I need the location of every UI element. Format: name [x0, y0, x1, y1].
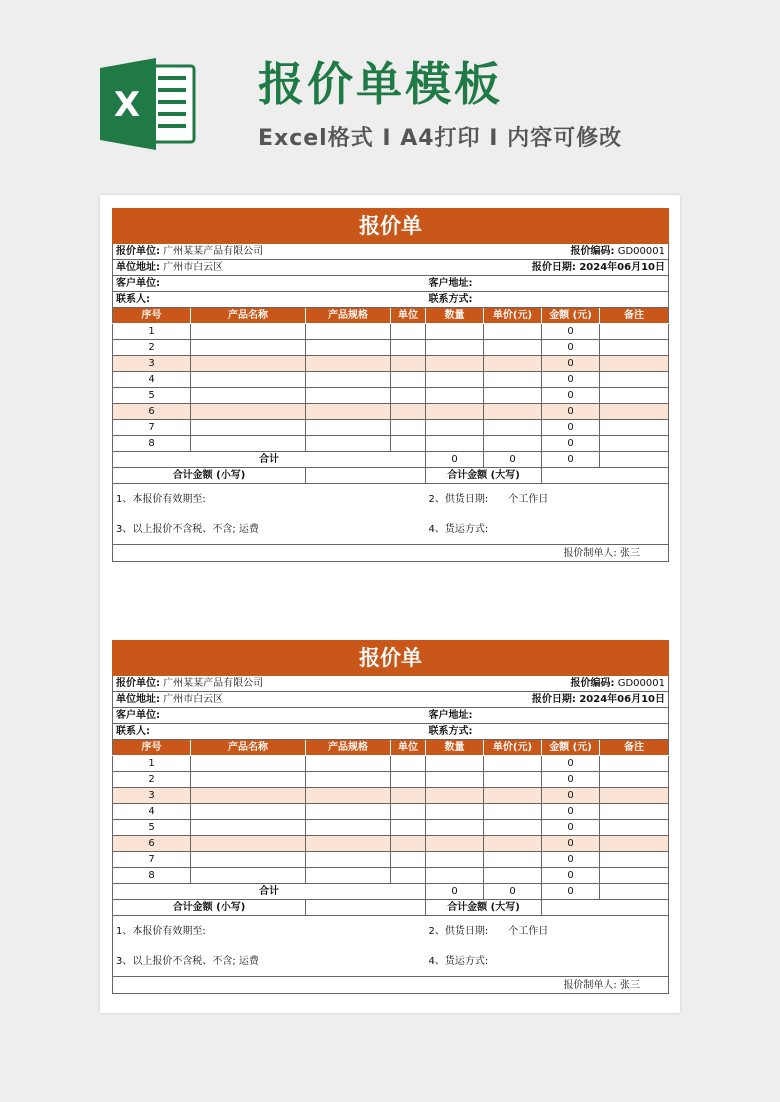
customer-address-label[interactable]: 客户地址: — [426, 708, 669, 724]
sum-small-label: 合计金额 (小写) — [113, 468, 306, 484]
note-validity: 1、本报价有效期至: — [113, 916, 426, 947]
cell-name[interactable] — [191, 324, 306, 340]
total-price: 0 — [484, 452, 542, 468]
cell-unit[interactable] — [391, 772, 426, 788]
info-row-unit — [113, 244, 669, 260]
cell-amount: 0 — [542, 372, 600, 388]
cell-name[interactable] — [191, 788, 306, 804]
cell-amount: 0 — [542, 836, 600, 852]
col-header-name: 产品名称 — [191, 740, 306, 756]
cell-spec[interactable] — [306, 836, 391, 852]
cell-remark[interactable] — [600, 404, 669, 420]
col-header-remark: 备注 — [600, 308, 669, 324]
cell-qty[interactable] — [426, 388, 484, 404]
cell-amount: 0 — [542, 420, 600, 436]
cell-amount: 0 — [542, 404, 600, 420]
cell-amount: 0 — [542, 788, 600, 804]
cell-name[interactable] — [191, 804, 306, 820]
info-row-unit — [113, 676, 669, 692]
cell-remark[interactable] — [600, 324, 669, 340]
cell-price[interactable] — [484, 420, 542, 436]
row-no: 5 — [113, 820, 191, 836]
total-label: 合计 — [113, 884, 426, 900]
address-value[interactable]: 广州市白云区 — [163, 262, 224, 273]
col-header-no: 序号 — [113, 308, 191, 324]
total-qty: 0 — [426, 452, 484, 468]
sheet-banner: 报价单 — [113, 641, 669, 676]
cell-price[interactable] — [484, 388, 542, 404]
total-amount: 0 — [542, 452, 600, 468]
cell-unit[interactable] — [391, 852, 426, 868]
cell-spec[interactable] — [306, 340, 391, 356]
row-no: 8 — [113, 868, 191, 884]
note-tax: 3、以上报价不含税、不含; 运费 — [113, 514, 426, 545]
sheet-banner: 报价单 — [113, 209, 669, 244]
col-header-remark: 备注 — [600, 740, 669, 756]
cell-qty[interactable] — [426, 340, 484, 356]
quote-sheet-2 — [112, 640, 668, 994]
cell-spec[interactable] — [306, 372, 391, 388]
cell-remark[interactable] — [600, 388, 669, 404]
row-no: 7 — [113, 852, 191, 868]
cell-name[interactable] — [191, 820, 306, 836]
cell-name[interactable] — [191, 836, 306, 852]
cell-unit[interactable] — [391, 756, 426, 772]
col-header-qty: 数量 — [426, 308, 484, 324]
note-row-2 — [113, 514, 669, 545]
note-row-1 — [113, 916, 669, 947]
col-header-no: 序号 — [113, 740, 191, 756]
row-no: 6 — [113, 836, 191, 852]
col-header-price: 单价(元) — [484, 308, 542, 324]
cell-qty[interactable] — [426, 356, 484, 372]
sum-big-label: 合计金额 (大写) — [426, 468, 542, 484]
cell-name[interactable] — [191, 356, 306, 372]
cell-name[interactable] — [191, 420, 306, 436]
sum-big-label: 合计金额 (大写) — [426, 900, 542, 916]
cell-qty[interactable] — [426, 324, 484, 340]
total-label: 合计 — [113, 452, 426, 468]
cell-remark[interactable] — [600, 372, 669, 388]
table-row — [113, 788, 669, 804]
col-header-amount: 金额 (元) — [542, 308, 600, 324]
table-row — [113, 372, 669, 388]
cell-price[interactable] — [484, 404, 542, 420]
customer-label[interactable]: 客户单位: — [113, 276, 426, 292]
sum-big-value[interactable] — [542, 468, 669, 484]
cell-unit[interactable] — [391, 404, 426, 420]
table-row — [113, 772, 669, 788]
cell-spec[interactable] — [306, 404, 391, 420]
row-no: 2 — [113, 340, 191, 356]
cell-name[interactable] — [191, 868, 306, 884]
total-amount: 0 — [542, 884, 600, 900]
cell-amount: 0 — [542, 772, 600, 788]
cell-unit[interactable] — [391, 804, 426, 820]
cell-remark[interactable] — [600, 820, 669, 836]
cell-price[interactable] — [484, 852, 542, 868]
note-row-1 — [113, 484, 669, 515]
cell-qty[interactable] — [426, 788, 484, 804]
row-no: 8 — [113, 436, 191, 452]
cell-unit[interactable] — [391, 436, 426, 452]
cell-name[interactable] — [191, 772, 306, 788]
cell-unit[interactable] — [391, 868, 426, 884]
maker-row — [113, 545, 669, 562]
cell-remark[interactable] — [600, 356, 669, 372]
table-row — [113, 804, 669, 820]
col-header-unit: 单位 — [391, 308, 426, 324]
cell-name[interactable] — [191, 404, 306, 420]
sum-small-value[interactable] — [306, 900, 426, 916]
cell-unit[interactable] — [391, 324, 426, 340]
cell-unit[interactable] — [391, 820, 426, 836]
cell-price[interactable] — [484, 868, 542, 884]
code-label: 报价编码: — [570, 678, 615, 689]
row-no: 1 — [113, 756, 191, 772]
cell-spec[interactable] — [306, 868, 391, 884]
page-title: 报价单模板 — [258, 57, 503, 111]
note-delivery: 2、供货日期: — [428, 925, 489, 937]
cell-unit[interactable] — [391, 356, 426, 372]
cell-amount: 0 — [542, 436, 600, 452]
date-label: 报价日期: — [531, 262, 576, 273]
table-row — [113, 404, 669, 420]
total-remark — [600, 452, 669, 468]
cell-qty[interactable] — [426, 820, 484, 836]
contact-method-label[interactable]: 联系方式: — [426, 292, 669, 308]
column-header-row — [113, 740, 669, 756]
info-row-contact — [113, 292, 669, 308]
cell-amount: 0 — [542, 820, 600, 836]
cell-price[interactable] — [484, 356, 542, 372]
sum-small-value[interactable] — [306, 468, 426, 484]
cell-amount: 0 — [542, 756, 600, 772]
cell-price[interactable] — [484, 788, 542, 804]
sum-small-label: 合计金额 (小写) — [113, 900, 306, 916]
cell-spec[interactable] — [306, 804, 391, 820]
cell-qty[interactable] — [426, 756, 484, 772]
cell-price[interactable] — [484, 804, 542, 820]
cell-price[interactable] — [484, 820, 542, 836]
quote-table — [112, 208, 669, 562]
cell-name[interactable] — [191, 340, 306, 356]
cell-price[interactable] — [484, 836, 542, 852]
cell-unit[interactable] — [391, 340, 426, 356]
cell-unit[interactable] — [391, 420, 426, 436]
page-subtitle: Excel格式 I A4打印 I 内容可修改 — [258, 126, 623, 151]
cell-unit[interactable] — [391, 788, 426, 804]
cell-spec[interactable] — [306, 772, 391, 788]
cell-remark[interactable] — [600, 836, 669, 852]
col-header-unit: 单位 — [391, 740, 426, 756]
cell-name[interactable] — [191, 388, 306, 404]
cell-unit[interactable] — [391, 836, 426, 852]
cell-spec[interactable] — [306, 356, 391, 372]
total-row — [113, 452, 669, 468]
col-header-amount: 金额 (元) — [542, 740, 600, 756]
cell-spec[interactable] — [306, 820, 391, 836]
row-no: 4 — [113, 372, 191, 388]
sum-row — [113, 900, 669, 916]
cell-qty[interactable] — [426, 404, 484, 420]
info-row-address — [113, 692, 669, 708]
row-no: 3 — [113, 788, 191, 804]
sum-row — [113, 468, 669, 484]
info-row-address — [113, 260, 669, 276]
cell-amount: 0 — [542, 388, 600, 404]
unit-value[interactable]: 广州某某产品有限公司 — [163, 678, 264, 689]
cell-spec[interactable] — [306, 788, 391, 804]
total-qty: 0 — [426, 884, 484, 900]
note-tax: 3、以上报价不含税、不含; 运费 — [113, 946, 426, 977]
table-row — [113, 852, 669, 868]
info-row-customer — [113, 276, 669, 292]
page-header — [0, 0, 780, 190]
contact-method-label[interactable]: 联系方式: — [426, 724, 669, 740]
cell-qty[interactable] — [426, 420, 484, 436]
address-label: 单位地址: — [116, 262, 160, 273]
row-no: 3 — [113, 356, 191, 372]
cell-name[interactable] — [191, 436, 306, 452]
address-label: 单位地址: — [116, 694, 160, 705]
table-row — [113, 756, 669, 772]
cell-spec[interactable] — [306, 388, 391, 404]
col-header-spec: 产品规格 — [306, 740, 391, 756]
row-no: 1 — [113, 324, 191, 340]
table-row — [113, 436, 669, 452]
customer-address-label[interactable]: 客户地址: — [426, 276, 669, 292]
cell-spec[interactable] — [306, 420, 391, 436]
date-value[interactable]: 2024年06月10日 — [579, 262, 665, 273]
cell-remark[interactable] — [600, 340, 669, 356]
maker: 报价制单人: 张三 — [113, 977, 669, 994]
total-remark — [600, 884, 669, 900]
table-row — [113, 420, 669, 436]
column-header-row — [113, 308, 669, 324]
cell-price[interactable] — [484, 756, 542, 772]
col-header-name: 产品名称 — [191, 308, 306, 324]
maker-row — [113, 977, 669, 994]
cell-price[interactable] — [484, 340, 542, 356]
cell-price[interactable] — [484, 324, 542, 340]
info-row-contact — [113, 724, 669, 740]
cell-price[interactable] — [484, 772, 542, 788]
customer-label[interactable]: 客户单位: — [113, 708, 426, 724]
cell-amount: 0 — [542, 340, 600, 356]
cell-spec[interactable] — [306, 324, 391, 340]
note-validity: 1、本报价有效期至: — [113, 484, 426, 515]
cell-spec[interactable] — [306, 756, 391, 772]
note-delivery-suffix: 个工作日 — [508, 925, 549, 937]
cell-amount: 0 — [542, 804, 600, 820]
note-shipping: 4、货运方式: — [426, 514, 669, 545]
table-row — [113, 356, 669, 372]
code-value[interactable]: GD00001 — [617, 246, 665, 257]
cell-qty[interactable] — [426, 804, 484, 820]
date-value[interactable]: 2024年06月10日 — [579, 694, 665, 705]
cell-amount: 0 — [542, 356, 600, 372]
row-no: 5 — [113, 388, 191, 404]
total-row — [113, 884, 669, 900]
cell-remark[interactable] — [600, 436, 669, 452]
total-price: 0 — [484, 884, 542, 900]
code-value[interactable]: GD00001 — [617, 678, 665, 689]
cell-qty[interactable] — [426, 772, 484, 788]
cell-remark[interactable] — [600, 788, 669, 804]
table-row — [113, 388, 669, 404]
cell-qty[interactable] — [426, 436, 484, 452]
cell-amount: 0 — [542, 324, 600, 340]
cell-remark[interactable] — [600, 772, 669, 788]
cell-amount: 0 — [542, 852, 600, 868]
cell-unit[interactable] — [391, 388, 426, 404]
cell-remark[interactable] — [600, 804, 669, 820]
note-shipping: 4、货运方式: — [426, 946, 669, 977]
row-no: 6 — [113, 404, 191, 420]
code-label: 报价编码: — [570, 246, 615, 257]
cell-name[interactable] — [191, 756, 306, 772]
cell-qty[interactable] — [426, 372, 484, 388]
date-label: 报价日期: — [531, 694, 576, 705]
cell-spec[interactable] — [306, 852, 391, 868]
note-row-2 — [113, 946, 669, 977]
contact-label[interactable]: 联系人: — [113, 724, 426, 740]
cell-qty[interactable] — [426, 836, 484, 852]
table-row — [113, 836, 669, 852]
quote-table — [112, 640, 669, 994]
quote-sheet-1 — [112, 208, 668, 562]
cell-spec[interactable] — [306, 436, 391, 452]
cell-qty[interactable] — [426, 868, 484, 884]
info-row-customer — [113, 708, 669, 724]
cell-amount: 0 — [542, 868, 600, 884]
row-no: 7 — [113, 420, 191, 436]
col-header-price: 单价(元) — [484, 740, 542, 756]
table-row — [113, 340, 669, 356]
cell-price[interactable] — [484, 372, 542, 388]
cell-remark[interactable] — [600, 756, 669, 772]
table-row — [113, 820, 669, 836]
unit-value[interactable]: 广州某某产品有限公司 — [163, 246, 264, 257]
unit-label: 报价单位: — [116, 246, 160, 257]
cell-unit[interactable] — [391, 372, 426, 388]
cell-price[interactable] — [484, 436, 542, 452]
excel-logo-icon — [100, 58, 198, 150]
cell-name[interactable] — [191, 852, 306, 868]
row-no: 4 — [113, 804, 191, 820]
logo-letter: X — [113, 85, 141, 125]
table-row — [113, 868, 669, 884]
maker: 报价制单人: 张三 — [113, 545, 669, 562]
note-delivery: 2、供货日期: — [428, 493, 489, 505]
cell-remark[interactable] — [600, 420, 669, 436]
unit-label: 报价单位: — [116, 678, 160, 689]
col-header-spec: 产品规格 — [306, 308, 391, 324]
table-row — [113, 324, 669, 340]
cell-remark[interactable] — [600, 868, 669, 884]
cell-qty[interactable] — [426, 852, 484, 868]
contact-label[interactable]: 联系人: — [113, 292, 426, 308]
cell-name[interactable] — [191, 372, 306, 388]
address-value[interactable]: 广州市白云区 — [163, 694, 224, 705]
row-no: 2 — [113, 772, 191, 788]
cell-remark[interactable] — [600, 852, 669, 868]
note-delivery-suffix: 个工作日 — [508, 493, 549, 505]
col-header-qty: 数量 — [426, 740, 484, 756]
sum-big-value[interactable] — [542, 900, 669, 916]
